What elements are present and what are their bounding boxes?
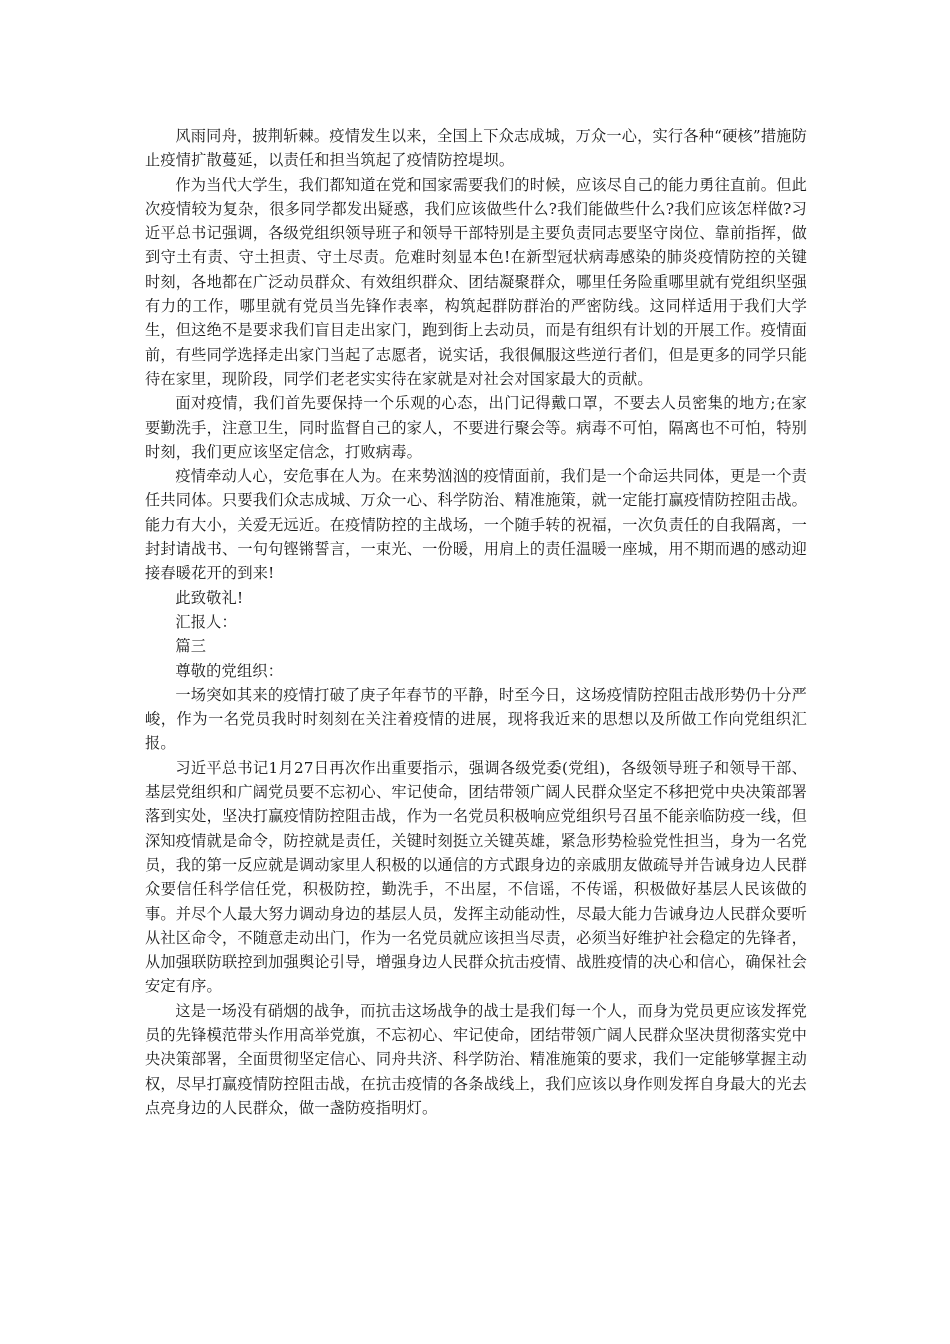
paragraph-2: 作为当代大学生，我们都知道在党和国家需要我们的时候，应该尽自己的能力勇往直前。但此次疫情较为复杂，很多同学都发出疑惑，我们应该做些什么?我们能做些什么?我们应该怎样做?习近平总书记强调，各级党组织领导班子和领导干部特别是主要负责同志要坚守岗位、靠前指挥，做到守土有责、守土担责、守土尽责。危难时刻显本色!在新型冠状病毒感染的肺炎疫情防控的关键时刻，各地都在广泛动员群众、有效组织群众、团结凝聚群众，哪里任务险重哪里就有党组织坚强有力的工作，哪里就有党员当先锋作表率，构筑起群防群治的严密防线。这同样适用于我们大学生，但这绝不是要求我们盲目走出家门，跑到街上去动员，而是有组织有计划的开展工作。疫情面前，有些同学选择走出家门当起了志愿者，说实话，我很佩服这些逆行者们，但是更多的同学只能待在家里，现阶段，同学们老老实实待在家就是对社会对国家最大的贡献。 [145,175,807,388]
reporter-label: 汇报人： [175,612,237,631]
paragraph-6: 习近平总书记1月27日再次作出重要指示，强调各级党委(党组)，各级领导班子和领导干部、基层党组织和广阔党员要不忘初心、牢记使命，团结带领广阔人民群众坚定不移把党中央决策部署落到实处，坚决打赢疫情防控阻击战，作为一名党员积极响应党组织号召虽不能亲临防疫一线，但深知疫情就是命令，防控就是责任，关键时刻挺立关键英雄，紧急形势检验党性担当，身为一名党员，我的第一反应就是调动家里人积极的以通信的方式跟身边的亲戚朋友做疏导并告诫身边人民群众要信任科学信任党，积极防控，勤洗手，不出屋，不信谣，不传谣，积极做好基层人民该做的事。并尽个人最大努力调动身边的基层人员，发挥主动能动性，尽最大能力告诫身边人民群众要听从社区命令，不随意走动出门，作为一名党员就应该担当尽责，必须当好维护社会稳定的先锋者，从加强联防联控到加强舆论引导，增强身边人民群众抗击疫情、战胜疫情的决心和信心，确保社会安定有序。 [145,758,807,996]
document-body [145,124,807,1120]
closing-salutation: 此致敬礼! [175,588,244,607]
paragraph-5: 一场突如其来的疫情打破了庚子年春节的平静，时至今日，这场疫情防控阻击战形势仍十分严峻，作为一名党员我时时刻刻在关注着疫情的进展，现将我近来的思想以及所做工作向党组织汇报。 [145,685,807,753]
paragraph-4: 疫情牵动人心，安危事在人为。在来势汹汹的疫情面前，我们是一个命运共同体，更是一个责任共同体。只要我们众志成城、万众一心、科学防治、精准施策，就一定能打赢疫情防控阻击战。能力有大小，关爱无远近。在疫情防控的主战场，一个随手转的祝福，一次负责任的自我隔离，一封封请战书、一句句铿锵誓言，一束光、一份暖，用肩上的责任温暖一座城，用不期而遇的感动迎接春暖花开的到来! [145,467,807,583]
paragraph-7: 这是一场没有硝烟的战争，而抗击这场战争的战士是我们每一个人，而身为党员更应该发挥党员的先锋模范带头作用高举党旗，不忘初心、牢记使命，团结带领广阔人民群众坚决贯彻落实党中央决策部署，全面贯彻坚定信心、同舟共济、科学防治、精准施策的要求，我们一定能够掌握主动权，尽早打赢疫情防控阻击战，在抗击疫情的各条战线上，我们应该以身作则发挥自身最大的光去点亮身边的人民群众，做一盏防疫指明灯。 [145,1001,807,1117]
paragraph-1: 风雨同舟，披荆斩棘。疫情发生以来，全国上下众志成城，万众一心，实行各种“硬核”措施防止疫情扩散蔓延，以责任和担当筑起了疫情防控堤坝。 [145,127,807,170]
section-heading: 篇三 [175,637,207,656]
paragraph-3: 面对疫情，我们首先要保持一个乐观的心态，出门记得戴口罩，不要去人员密集的地方;在家要勤洗手，注意卫生，同时监督自己的家人，不要进行聚会等。病毒不可怕，隔离也不可怕，特别时刻，我们更应该坚定信念，打败病毒。 [145,394,807,461]
greeting: 尊敬的党组织： [175,661,284,680]
